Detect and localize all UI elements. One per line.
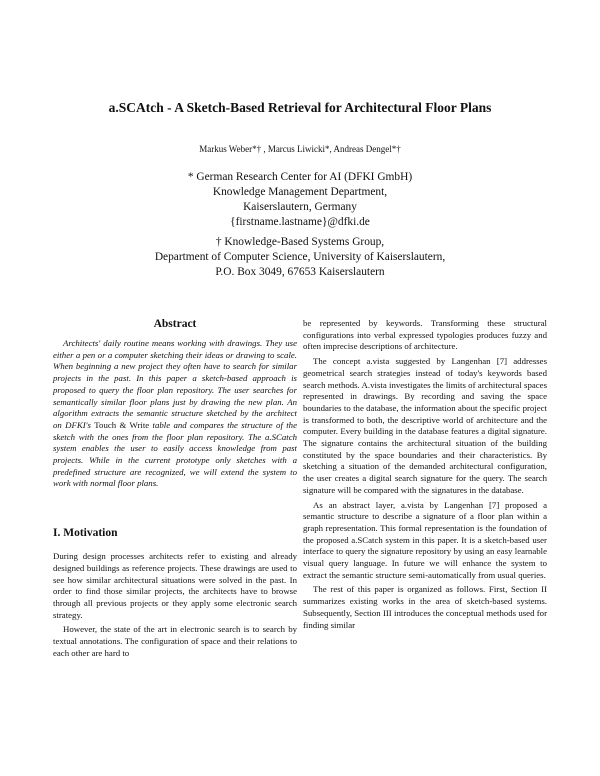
left-column xyxy=(53,318,297,662)
abstract-heading: Abstract xyxy=(153,318,197,330)
abstract-text-part2: table and compares the structure of the sketch with the ones from the floor plan repository. The a.SCatch system enables the user to easily access knowledge from past projects. While in the current prototype only sketches with a predefined structure are recognized, we will extend the system to work with normal floor plans. xyxy=(53,419,297,489)
paper-title: a.SCAtch - A Sketch-Based Retrieval for Architectural Floor Plans xyxy=(108,100,492,115)
affiliation-kaiserslautern xyxy=(0,235,600,280)
abstract-text-part1: Architects' daily routine means working with drawings. They use either a pen or a computer sketching their ideas or drawing to scale. When beginning a new project they often have to search for similar projects in the past. In this paper a sketch-based approach is proposed to query the floor plan repository. The user searches for semantically similar floor plans just by drawing the new plan. An algorithm extracts the semantic structure sketched by the architect on DFKI's xyxy=(53,338,297,430)
motivation-paragraph-1: During design processes architects refer to existing and already designed buildings as reference projects. These drawings are used to see how similar architectural situations were solved in the past. In order to find those similar projects, the architects have to browse through all previous projects or they apply some electronic search strategy. xyxy=(53,551,297,620)
affiliation-line: P.O. Box 3049, 67653 Kaiserslautern xyxy=(215,266,385,278)
affiliation-email: {firstname.lastname}@dfki.de xyxy=(230,216,370,228)
affiliation-line: † Knowledge-Based Systems Group, xyxy=(215,236,385,248)
right-paragraph-2: The concept a.vista suggested by Langenhan [7] addresses geometrical search strategies instead of today's keywords based search methods. A.vista investigates the limits of architectural spaces represented in drawings. By recording and saving the space boundaries to the database, the information about the specific project is transformed to both, the descriptive world of architecture and the computer. Every building in the database features a digital signature. The signature contains the architectural situation of the building constituted by the space boundaries and their characteristics. By sketching a situation of the demanded architectural configuration, the user creates a digital search signature for the query. The search signature will be compared with the signatures in the database. xyxy=(303,356,547,495)
right-paragraph-4: The rest of this paper is organized as follows. First, Section II summarizes existing works in the area of sketch-based systems. Subsequently, Section III introduces the conceptual methods used for finding similar xyxy=(303,584,547,630)
right-paragraph-1: be represented by keywords. Transforming these structural configurations into verbal expressed typologies produces fuzzy and often imprecise descriptions of architecture. xyxy=(303,318,547,352)
right-column xyxy=(303,318,547,634)
affiliation-line: * German Research Center for AI (DFKI GmbH) xyxy=(187,171,413,183)
affiliation-line: Department of Computer Science, University of Kaiserslautern, xyxy=(154,251,446,263)
right-paragraph-3: As an abstract layer, a.vista by Langenhan [7] proposed a semantic structure to describe a signature of a floor plan within a graph representation. This formal representation is the foundation of the proposed a.SCatch system in this paper. It is a sketch-based user interface to query the signature repository by using an easy learnable visual query language. In future we will enhance the system to extract the semantic structure semi-automatically from usual queries. xyxy=(303,499,547,580)
affiliation-dfki xyxy=(0,170,600,230)
section-heading-motivation: I. Motivation xyxy=(53,527,118,540)
abstract-text-table-name: Touch & Write xyxy=(94,419,150,430)
affiliation-line: Kaiserslautern, Germany xyxy=(243,201,357,213)
author-list: Markus Weber*† , Marcus Liwicki*, Andreas Dengel*† xyxy=(199,144,401,154)
affiliation-line: Knowledge Management Department, xyxy=(212,186,388,198)
motivation-paragraph-2: However, the state of the art in electronic search is to search by textual annotations. The configuration of space and their relations to each other are hard to xyxy=(53,624,297,658)
abstract-body xyxy=(53,338,297,490)
